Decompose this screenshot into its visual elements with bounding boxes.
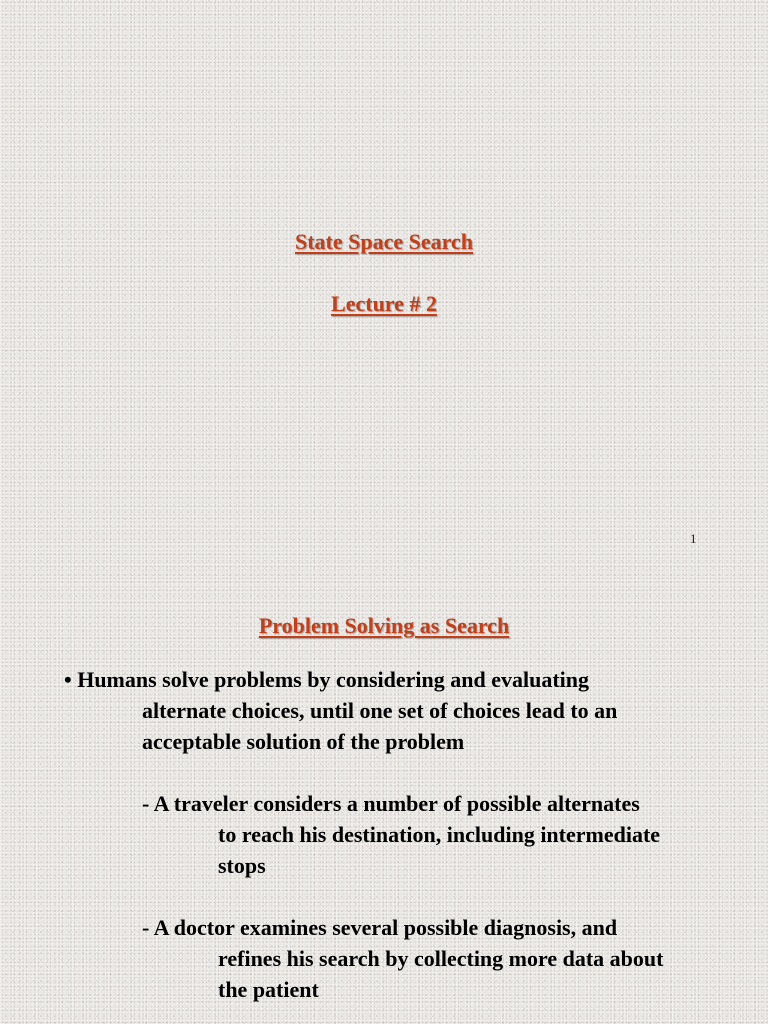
bullet-paragraph xyxy=(64,664,744,757)
bullet-line: acceptable solution of the problem xyxy=(142,729,465,754)
example-line: - A traveler considers a number of possible alternates xyxy=(142,791,640,816)
example-line: to reach his destination, including intermediate xyxy=(218,822,661,847)
example-doctor xyxy=(142,912,752,1005)
bullet-line: alternate choices, until one set of choices lead to an xyxy=(142,698,618,723)
example-traveler xyxy=(142,788,752,881)
lecture-subtitle-text: Lecture # 2 xyxy=(331,291,437,316)
bullet-line: • Humans solve problems by considering and evaluating xyxy=(64,667,589,692)
slide-2 xyxy=(0,560,768,1024)
slide-heading: Problem Solving as Search xyxy=(258,613,510,638)
example-line: stops xyxy=(218,853,266,878)
example-line: the patient xyxy=(218,977,319,1002)
example-line: - A doctor examines several possible diagnosis, and xyxy=(142,915,618,940)
example-line: refines his search by collecting more data about xyxy=(218,946,664,971)
lecture-subtitle xyxy=(0,291,768,317)
slide-title: State Space Search xyxy=(294,229,474,254)
page-number: 1 xyxy=(690,531,697,546)
